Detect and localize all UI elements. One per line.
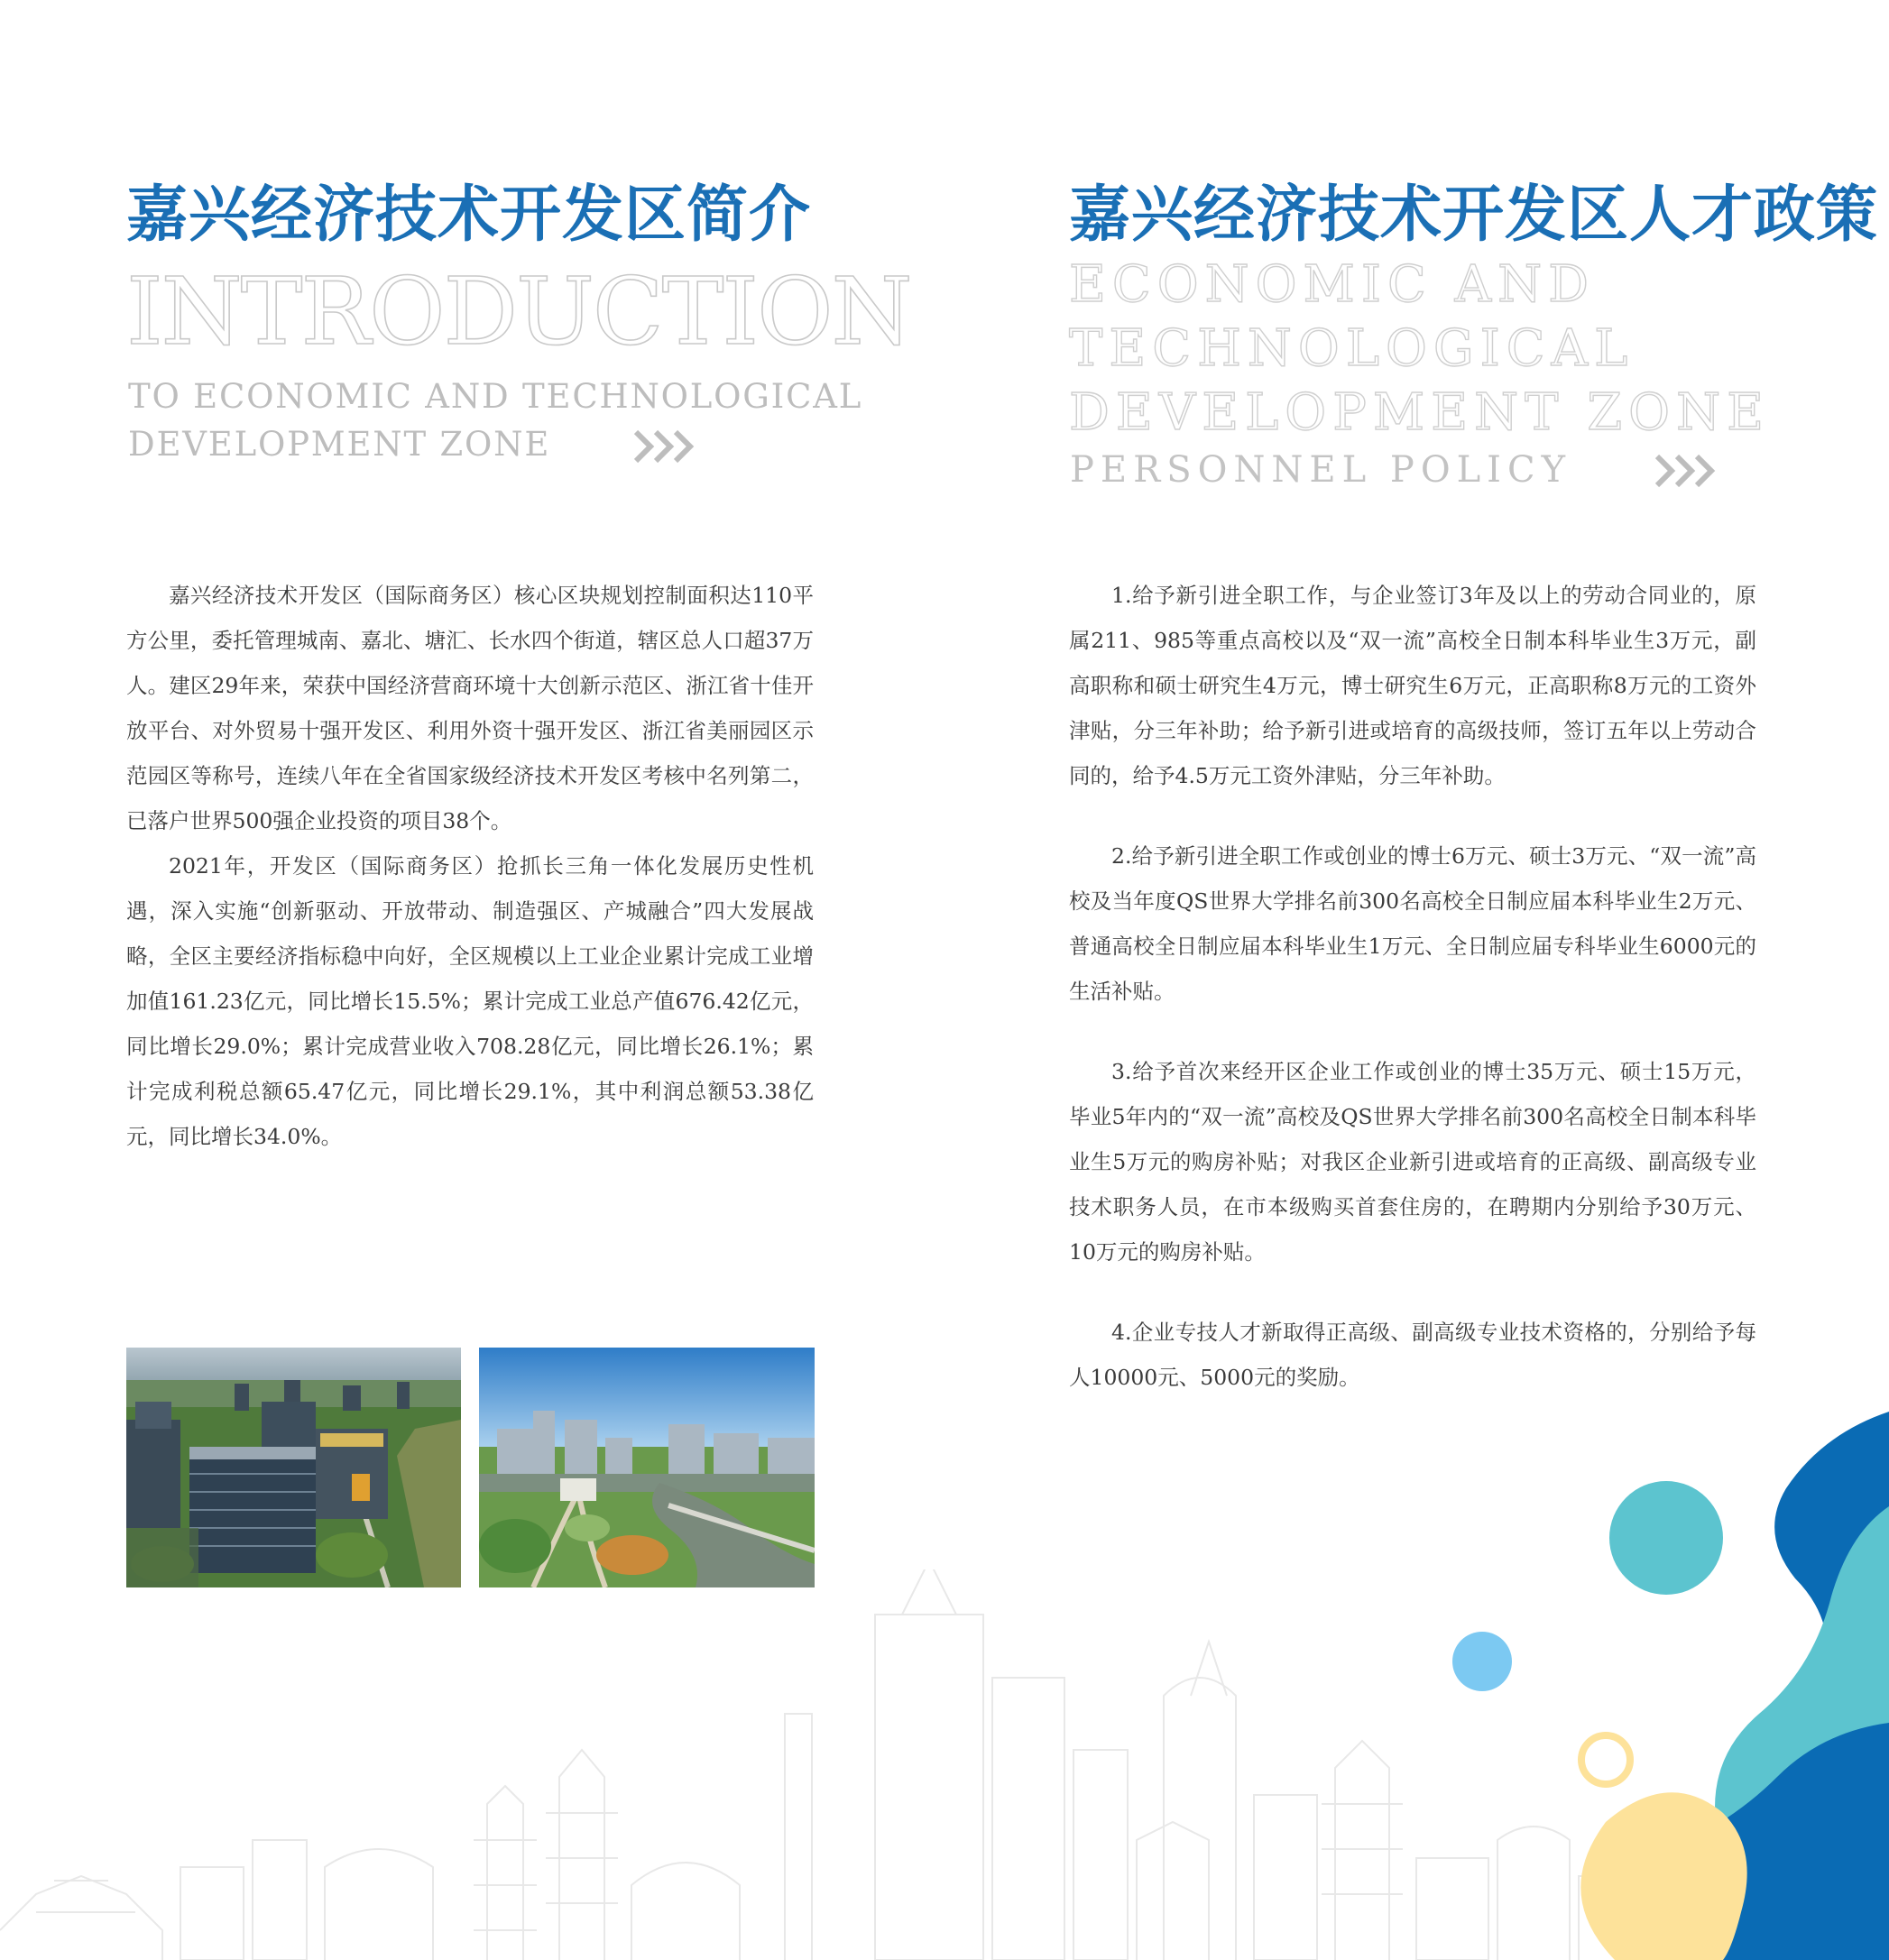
policy-item-1: 1.给予新引进全职工作，与企业签订3年及以上的劳动合同业的，原属211、985等重点高校以及“双一流”高校全日制本科毕业生3万元，副高职称和硕士研究生4万元，博士研究生6万元，正高职称8万元的工资外津贴，分三年补助；给予新引进或培育的高级技师，签订五年以上劳动合同的，给予4.5万元工资外津贴，分三年补助。 — [1069, 583, 1756, 788]
left-page-title: 嘉兴经济技术开发区简介 — [126, 179, 812, 251]
aerial-photo-buildings — [126, 1348, 461, 1587]
left-paragraph-1: 嘉兴经济技术开发区（国际商务区）核心区块规划控制面积达110平方公里，委托管理城南、嘉北、塘汇、长水四个街道，辖区总人口超37万人。建区29年来，荣获中国经济营商环境十大创新示范区、浙江省十佳开放平台、对外贸易十强开发区、利用外资十强开发区、浙江省美丽园区示范园区等称号，连续八年在全省国家级经济技术开发区考核中名列第二，已落户世界500强企业投资的项目38个。 — [126, 583, 814, 833]
left-subtitle-line-1: TO ECONOMIC AND TECHNOLOGICAL — [128, 377, 863, 416]
policy-outline-line-3: DEVELOPMENT ZONE — [1069, 383, 1770, 442]
left-paragraph-2: 2021年，开发区（国际商务区）抢抓长三角一体化发展历史性机遇，深入实施“创新驱动、开放带动、制造强区、产城融合”四大发展战略，全区主要经济指标稳中向好，全区规模以上工业企业累计完成工业增加值161.23亿元，同比增长15.5%；累计完成工业总产值676.42亿元，同比增长29.0%；累计完成营业收入708.28亿元，同比增长26.1%；累计完成利税总额65.47亿元，同比增长29.1%，其中利润总额53.38亿元，同比增长34.0%。 — [126, 853, 814, 1149]
policy-outline-line-1: ECONOMIC AND — [1069, 255, 1595, 314]
aerial-photo-park — [479, 1348, 815, 1587]
right-page-title: 嘉兴经济技术开发区人才政策 — [1069, 179, 1879, 251]
chevron-triple-icon — [1654, 454, 1718, 488]
policy-item-2: 2.给予新引进全职工作或创业的博士6万元、硕士3万元、“双一流”高校及当年度QS世界大学排名前300名高校全日制应届本科毕业生2万元、普通高校全日制应届本科毕业生1万元、全日制应届专科毕业生6000元的生活补贴。 — [1069, 843, 1756, 1004]
left-body-text — [126, 573, 814, 1159]
policy-outline-line-2: TECHNOLOGICAL — [1069, 319, 1635, 378]
introduction-outline-heading: INTRODUCTION — [126, 258, 911, 366]
left-subtitle-line-2: DEVELOPMENT ZONE — [128, 425, 551, 464]
chevron-triple-icon — [633, 429, 696, 464]
policy-item-4: 4.企业专技人才新取得正高级、副高级专业技术资格的，分别给予每人10000元、5000元的奖励。 — [1069, 1320, 1756, 1390]
right-subtitle: PERSONNEL POLICY — [1070, 449, 1571, 491]
decorative-shapes — [1398, 1389, 1889, 1960]
right-body-text — [1069, 573, 1756, 1435]
policy-item-3: 3.给予首次来经开区企业工作或创业的博士35万元、硕士15万元，毕业5年内的“双一流”高校及QS世界大学排名前300名高校全日制本科毕业生5万元的购房补贴；对我区企业新引进或培育的正高级、副高级专业技术职务人员，在市本级购买首套住房的，在聘期内分别给予30万元、10万元的购房补贴。 — [1069, 1059, 1756, 1265]
